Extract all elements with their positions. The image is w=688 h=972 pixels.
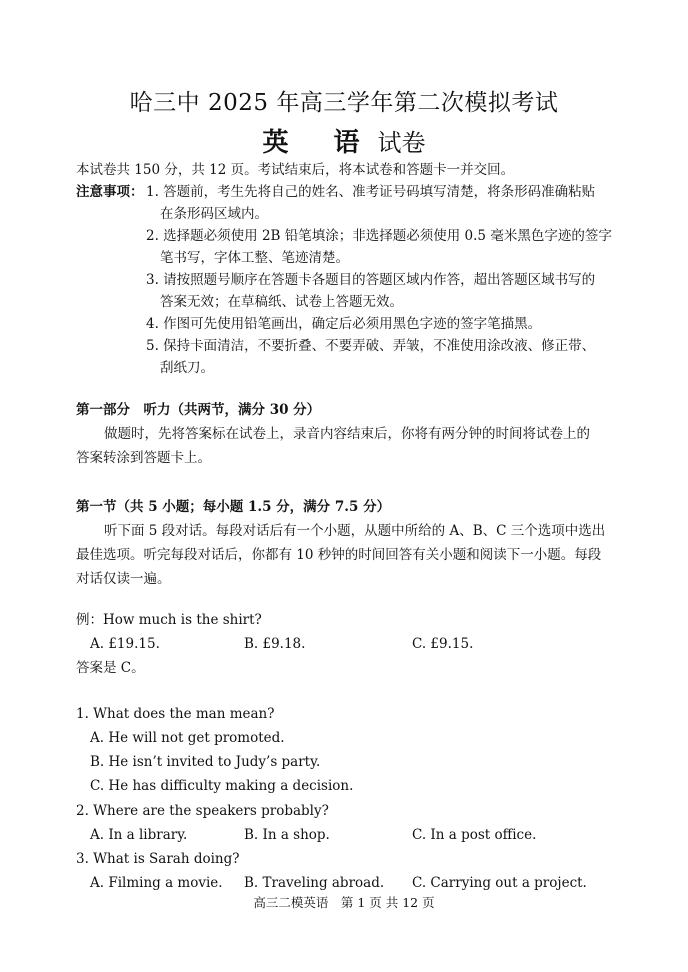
example-question: 例：How much is the shirt? [76, 612, 262, 628]
part1-instruction-line-2: 答案转涂到答题卡上。 [76, 450, 211, 466]
question-1-option-b: B. He isn’t invited to Judy’s party. [90, 754, 321, 770]
example-option-c: C. £9.15. [412, 636, 474, 652]
question-3-option-c: C. Carrying out a project. [412, 875, 587, 891]
note-2-line-1: 2. 选择题必须使用 2B 铅笔填涂；非选择题必须使用 0.5 毫米黑色字迹的签字 [146, 228, 612, 244]
section1-instruction-line-1: 听下面 5 段对话。每段对话后有一个小题，从题中所给的 A、B、C 三个选项中选出 [104, 523, 606, 539]
notes-label: 注意事项： [76, 184, 144, 200]
question-3-option-b: B. Traveling abroad. [244, 875, 385, 891]
question-2: 2. Where are the speakers probably? [76, 803, 329, 819]
note-5-line-2: 刮纸刀。 [160, 360, 214, 376]
question-2-option-b: B. In a shop. [244, 827, 330, 843]
question-3-option-a: A. Filming a movie. [90, 875, 223, 891]
note-2-line-2: 笔书写，字体工整、笔迹清楚。 [160, 250, 349, 266]
subject-name: 英 语 [262, 128, 378, 158]
note-3-line-1: 3. 请按照题号顺序在答题卡各题目的答题区域内作答，超出答题区域书写的 [146, 272, 596, 288]
question-1-option-c: C. He has difficulty making a decision. [90, 778, 354, 794]
example-option-b: B. £9.18. [244, 636, 306, 652]
intro-text: 本试卷共 150 分，共 12 页。考试结束后，将本试卷和答题卡一并交回。 [76, 162, 515, 178]
question-1-option-a: A. He will not get promoted. [90, 730, 285, 746]
page-footer: 高三二模英语 第 1 页 共 12 页 [253, 895, 435, 910]
question-3: 3. What is Sarah doing? [76, 851, 240, 867]
example-answer: 答案是 C。 [76, 660, 145, 676]
part1-heading: 第一部分 听力（共两节，满分 30 分） [76, 402, 321, 418]
part1-instruction-line-1: 做题时，先将答案标在试卷上，录音内容结束后，你将有两分钟的时间将试卷上的 [104, 426, 590, 442]
question-2-option-a: A. In a library. [90, 827, 188, 843]
subject-title [0, 122, 688, 159]
paper-label: 试卷 [377, 129, 426, 157]
note-5-line-1: 5. 保持卡面清洁，不要折叠、不要弄破、弄皱，不准使用涂改液、修正带、 [146, 338, 596, 354]
section1-instruction-line-3: 对话仅读一遍。 [76, 571, 171, 587]
note-1-line-1: 1. 答题前，考生先将自己的姓名、准考证号码填写清楚，将条形码准确粘贴 [146, 184, 596, 200]
question-2-option-c: C. In a post office. [412, 827, 537, 843]
example-option-a: A. £19.15. [90, 636, 160, 652]
note-3-line-2: 答案无效；在草稿纸、试卷上答题无效。 [160, 294, 403, 310]
question-1: 1. What does the man mean? [76, 706, 275, 722]
note-4-line-1: 4. 作图可先使用铅笔画出，确定后必须用黑色字迹的签字笔描黑。 [146, 316, 542, 332]
section1-instruction-line-2: 最佳选项。听完每段对话后，你都有 10 秒钟的时间回答有关小题和阅读下一小题。每段 [76, 547, 602, 563]
exam-title: 哈三中 2025 年高三学年第二次模拟考试 [129, 90, 559, 116]
note-1-line-2: 在条形码区域内。 [160, 206, 268, 222]
section1-heading: 第一节（共 5 小题；每小题 1.5 分，满分 7.5 分） [76, 499, 391, 515]
